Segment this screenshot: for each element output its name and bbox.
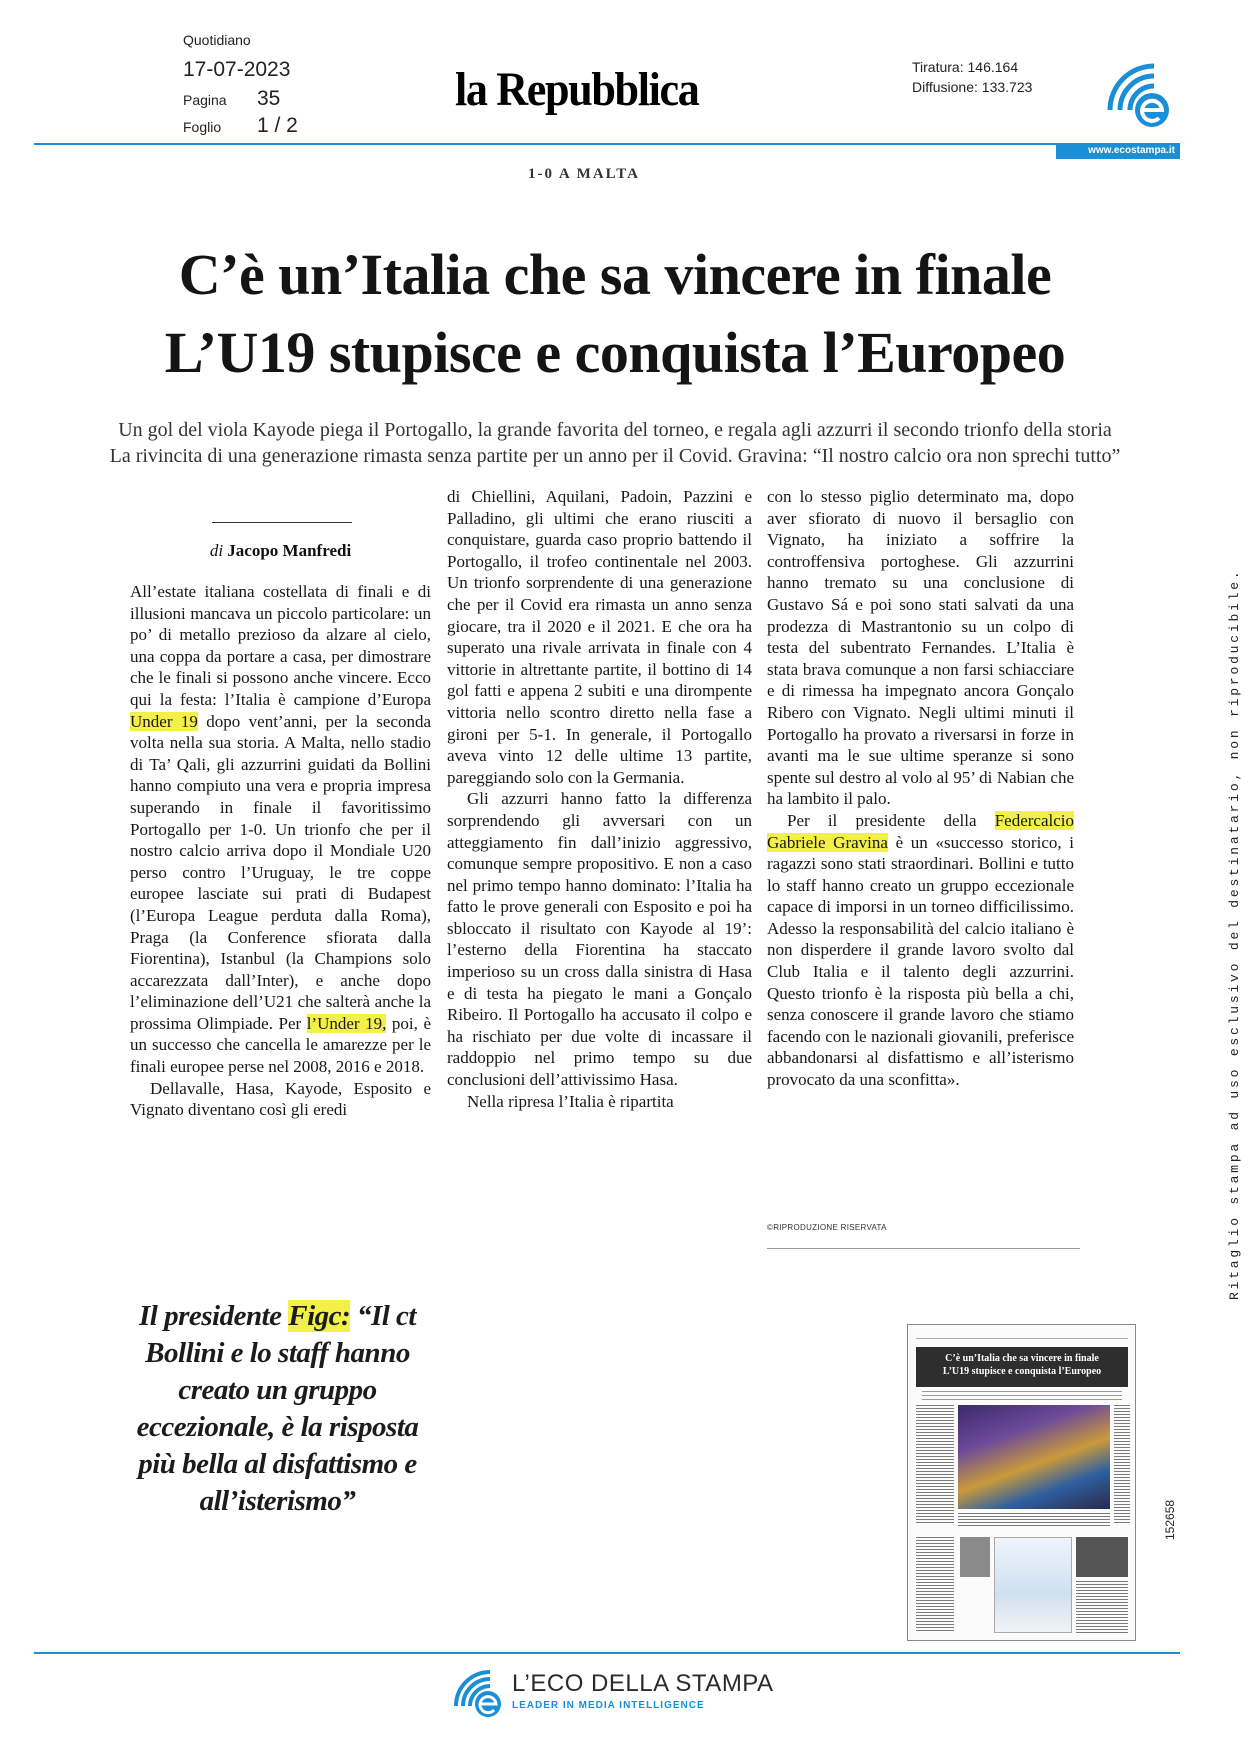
pull-quote bbox=[125, 1298, 430, 1520]
issue-date: 17-07-2023 bbox=[183, 58, 291, 81]
thumbnail-title-line-1: C’è un’Italia che sa vincere in finale bbox=[945, 1353, 1099, 1364]
pagina-label: Pagina bbox=[183, 92, 227, 108]
subheadline-line-1: Un gol del viola Kayode piega il Portogallo, la grande favorita del torneo, e regala agli azzurri il secondo trionfo della storia bbox=[118, 419, 1112, 441]
column-3-paragraph-1: con lo stesso piglio determinato ma, dopo aver sfiorato di nuovo il bersaglio con Vignato, ha iniziato a soffrire la controffensiva portoghese. Gli azzurrini hanno tremato su una conclusione di Gustavo Sá e poi sono stati salvati da una prodezza di Mastrantonio su un colpo di testa del subentrato Fernandes. L’Italia è stata brava comunque a non farsi schiacciare e di rimessa ha impegnato ancora Gonçalo Ribero con Vignato. Negli ultimi minuti il Portogallo ha provato a riversarsi in forze in avanti ma le sue ultime speranze si sono spente sul destro al volo al 95’ di Nabian che ha lambito il palo. bbox=[767, 487, 1074, 809]
thumbnail-subtitle bbox=[922, 1391, 1122, 1401]
column-1-paragraph-1 bbox=[130, 581, 431, 1078]
thumbnail-text-column bbox=[916, 1405, 954, 1525]
tiratura: Tiratura: 146.164 bbox=[912, 59, 1019, 75]
eco-della-stampa-tagline: LEADER IN MEDIA INTELLIGENCE bbox=[512, 1700, 705, 1711]
clipping-code-text: 152658 bbox=[1163, 1499, 1177, 1540]
header-meta bbox=[183, 32, 298, 137]
highlight-federcalcio: Federcalcio Gabriele Gravina bbox=[767, 810, 1074, 852]
thumbnail-text-column bbox=[1076, 1581, 1128, 1633]
article-kicker: 1-0 A MALTA bbox=[527, 166, 640, 182]
byline-rule bbox=[212, 522, 352, 523]
thumbnail-text-column bbox=[1114, 1405, 1130, 1525]
byline-author: Jacopo Manfredi bbox=[227, 541, 352, 560]
circulation-info bbox=[912, 57, 1032, 97]
thumbnail-text-column bbox=[958, 1513, 1110, 1527]
text-run: dopo vent’anni, per la seconda volta nella sua storia. A Malta, nello stadio di Ta’ Qali, gli azzurrini guidati da Bollini hanno compiuto una vera e propria impresa superando in finale il favoritissimo Portogallo per 1-0. Un trionfo che per il nostro calcio arriva dopo il Mondiale U20 perso contro l’Uruguay, le tre coppe europee lasciate sui prati di Budapest (l’Europa League perduta dalla Roma), Praga (la Conference sfiorata dalla Fiorentina), Istanbul (la Champions solo accarezzata dall’Inter), e anche dopo l’eliminazione dell’U21 che salterà anche la prossima Olimpiade. Per bbox=[130, 711, 431, 1033]
eco-della-stampa-logo-icon bbox=[452, 1666, 504, 1718]
article-end-rule bbox=[767, 1248, 1080, 1249]
column-1-paragraph-2: Dellavalle, Hasa, Kayode, Esposito e Vignato diventano così gli eredi bbox=[130, 1078, 431, 1120]
thumbnail-sidebar-box bbox=[1076, 1537, 1128, 1577]
thumbnail-header bbox=[916, 1331, 1128, 1339]
foglio-value: 1 / 2 bbox=[257, 114, 298, 137]
pagina-row bbox=[183, 87, 280, 111]
pagina-value: 35 bbox=[257, 87, 281, 110]
highlight-l-under-19: l’Under 19, bbox=[306, 1013, 387, 1033]
column-3-paragraph-2 bbox=[767, 810, 1074, 1091]
column-2-paragraph-1: di Chiellini, Aquilani, Padoin, Pazzini e Palladino, gli ultimi che erano riusciti a conquistare, guarda caso proprio battendo il Portogallo, il trofeo continentale nel 2003. Un trionfo sorprendente di una generazione che per il Covid era rimasta un anno senza giocare, tra il 2020 e il 2021. E che ora ha superato una rivale arrivata in finale con 4 vittorie in altrettante partite, il bottino di 14 gol fatti e appena 2 subiti e una dirompente vittoria nello scontro diretto nella fase a gironi per 5-1. In generale, il Portogallo aveva vinto 12 delle ultime 13 partite, pareggiando solo con la Germania. bbox=[447, 487, 752, 787]
thumbnail-title-line-2: L’U19 stupisce e conquista l’Europeo bbox=[942, 1366, 1102, 1377]
article-subheadline bbox=[40, 417, 1190, 469]
foglio-row bbox=[183, 114, 298, 138]
article-headline bbox=[50, 236, 1180, 392]
foglio-label: Foglio bbox=[183, 119, 222, 135]
eco-della-stampa-name: L’ECO DELLA STAMPA bbox=[512, 1670, 774, 1697]
article-column-3 bbox=[767, 486, 1074, 1091]
ecostampa-logo-icon bbox=[1104, 58, 1174, 132]
thumbnail-advert bbox=[994, 1537, 1072, 1633]
byline bbox=[130, 541, 431, 561]
subheadline-line-2: La rivincita di una generazione rimasta senza partite per un anno per il Covid. Gravina: “Il nostro calcio ora non sprechi tutto” bbox=[109, 445, 1121, 467]
copyright-notice: ©RIPRODUZIONE RISERVATA bbox=[767, 1223, 887, 1232]
text-run: poi, è un successo che cancella le amarezze per le finali europee perse nel 2008, 2016 e 2018. bbox=[130, 1013, 431, 1077]
text-run: Per il presidente della bbox=[787, 810, 995, 830]
text-run: “Il ct Bollini e lo staff hanno creato un gruppo eccezionale, è la risposta più bella al disfattismo e all’isterismo” bbox=[136, 1300, 419, 1517]
quotidiano-label: Quotidiano bbox=[183, 32, 251, 48]
thumbnail-photo bbox=[958, 1405, 1110, 1509]
thumbnail-text-column bbox=[916, 1537, 954, 1633]
column-2-paragraph-2: Gli azzurri hanno fatto la differenza sorprendendo gli avversari con un atteggiamento fin dall’inizio aggressivo, comunque sempre propositivo. E non a caso nel primo tempo hanno dominato: l’Italia ha fatto le prove generali con Esposito e poi ha sbloccato il risultato con Kayode al 19’: l’esterno della Fiorentina ha staccato imperioso su un cross dalla sinistra di Hasa e di testa ha piegato le mani a Gonçalo Ribeiro. Il Portogallo ha accusato il colpo e ha rischiato per due volte di incassare il raddoppio nel primo tempo su due conclusioni dell’attivissimo Hasa. bbox=[447, 789, 752, 1090]
clipping-notice-vertical bbox=[1227, 570, 1243, 1300]
article-column-1 bbox=[130, 581, 431, 1121]
ecostampa-url: www.ecostampa.it bbox=[1056, 143, 1180, 159]
newspaper-masthead: la Repubblica bbox=[455, 63, 699, 116]
header-rule bbox=[34, 143, 1056, 145]
text-run: All’estate italiana costellata di finali e di illusioni mancava un piccolo particolare: un po’ di metallo prezioso da alzare al cielo, una coppa da portare a casa, per dimostrare che le finali si possono anche vincere. Ecco qui la festa: l’Italia è campione d’Europa bbox=[130, 582, 431, 709]
clipping-code-vertical bbox=[1163, 1480, 1177, 1540]
text-run: Il presidente bbox=[139, 1300, 289, 1332]
byline-di: di bbox=[209, 541, 224, 560]
diffusione: Diffusione: 133.723 bbox=[912, 79, 1033, 95]
headline-line-1: C’è un’Italia che sa vincere in finale bbox=[178, 242, 1052, 307]
clipping-notice-text: Ritaglio stampa ad uso esclusivo del destinatario, non riproducibile. bbox=[1227, 568, 1242, 1300]
highlight-figc: Figc: bbox=[288, 1300, 351, 1332]
thumbnail-title bbox=[916, 1347, 1128, 1387]
highlight-under-19: Under 19 bbox=[130, 711, 198, 731]
footer-rule bbox=[34, 1652, 1180, 1654]
column-2-paragraph-3: Nella ripresa l’Italia è ripartita bbox=[467, 1091, 674, 1111]
text-run: è un «successo storico, i ragazzi sono stati straordinari. Bollini e tutto lo staff hanno creato un gruppo eccezionale capace di imporsi in un torneo difficilissimo. Adesso la responsabilità del calcio italiano è non disperdere il grande lavoro svolto dal Club Italia e il talento degli azzurrini. Questo trionfo è la risposta più bella a chi, senza conoscere il grande lavoro che stiamo facendo con le nazionali giovanili, preferisce abbandonarsi al disfattismo e all’isterismo provocato da una sconfitta». bbox=[767, 832, 1074, 1090]
headline-line-2: L’U19 stupisce e conquista l’Europeo bbox=[164, 320, 1066, 385]
page-thumbnail bbox=[907, 1324, 1136, 1641]
article-column-2 bbox=[447, 486, 752, 1112]
thumbnail-box bbox=[960, 1537, 990, 1577]
